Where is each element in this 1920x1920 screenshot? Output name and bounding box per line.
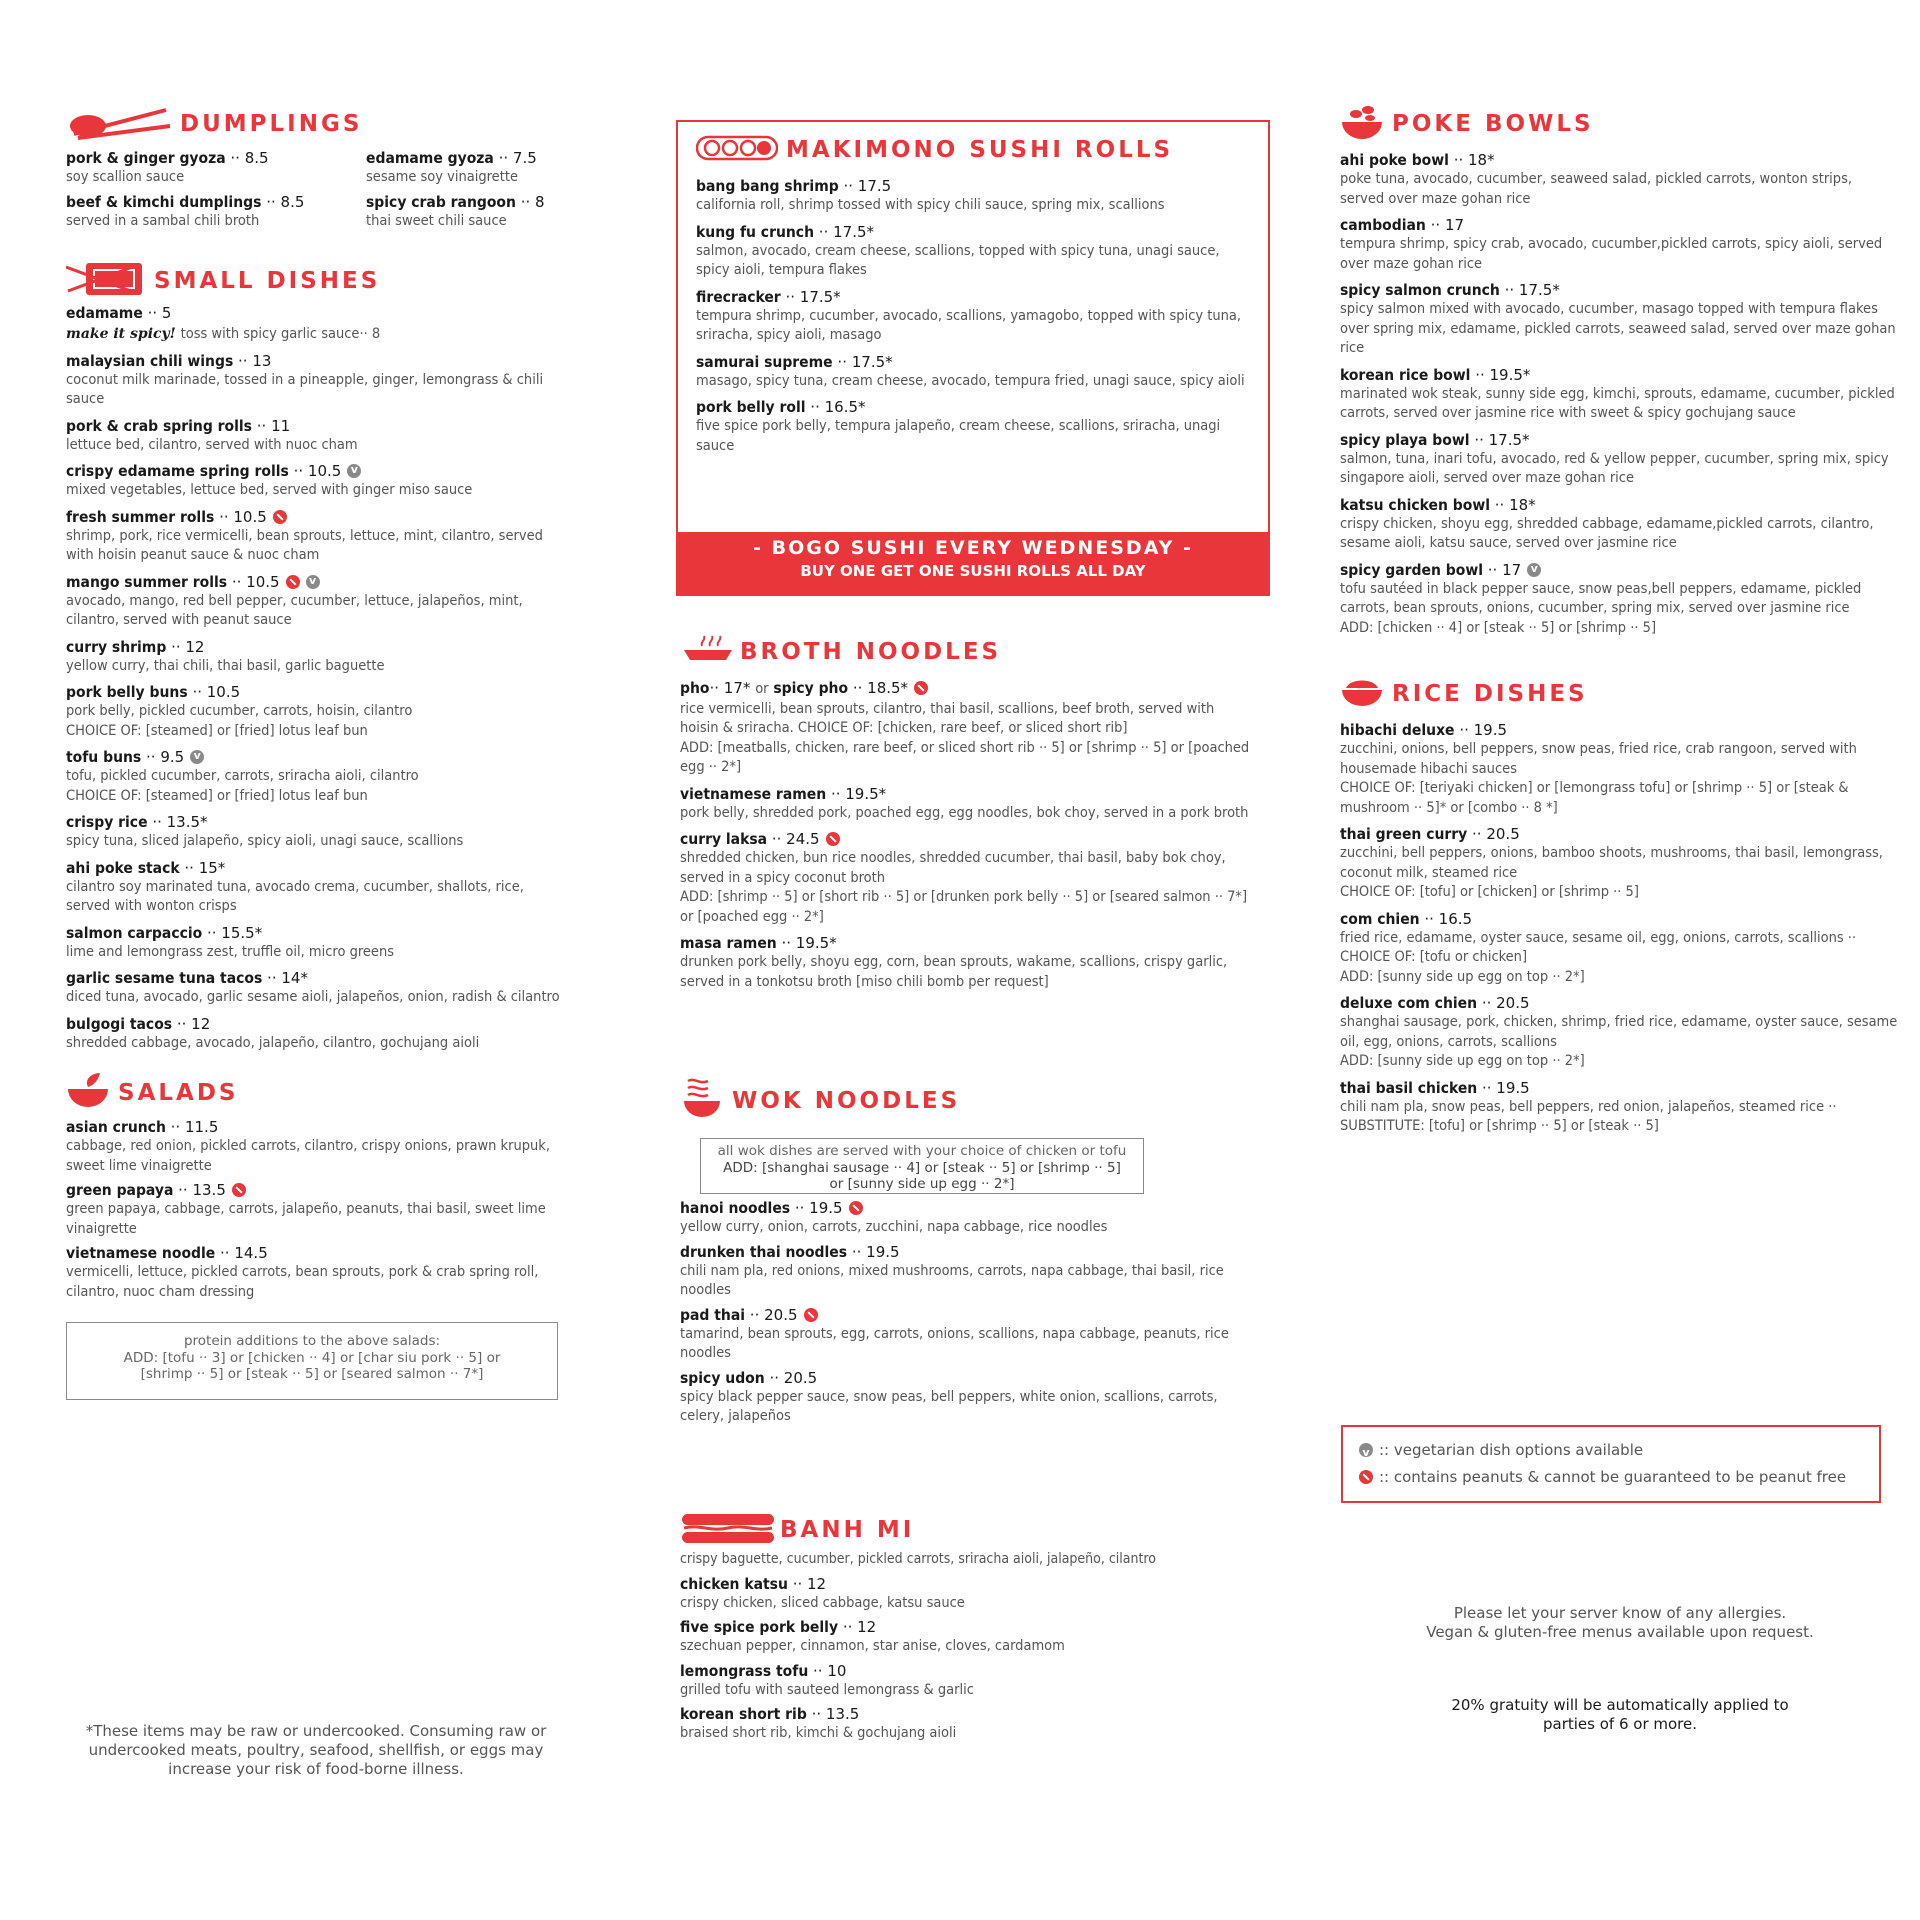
column-right (1340, 104, 1900, 1137)
item-desc: coconut milk marinade, tossed in a pineapple, ginger, lemongrass & chili sauce (66, 371, 544, 407)
gratuity-note (1340, 1696, 1900, 1734)
broth-list (680, 784, 1256, 993)
item-price: ·· 16.5* (810, 398, 866, 416)
item-price: ·· 19.5 (1482, 1078, 1530, 1097)
item-desc: sesame soy vinaigrette (366, 169, 518, 185)
item-name: pho (680, 679, 710, 697)
note-line: [shrimp ·· 5] or [steak ·· 5] or [seared salmon ·· 7*] (140, 1366, 484, 1382)
column-left (66, 104, 566, 1400)
dumplings-col-left (66, 144, 326, 231)
peanut-icon (849, 1201, 863, 1215)
menu-item (1340, 215, 1900, 274)
banh-mi-header (680, 1510, 1256, 1550)
note-line: parties of 6 or more. (1542, 1715, 1697, 1733)
item-price: ·· 19.5 (794, 1199, 843, 1217)
legend-peanut (1359, 1464, 1863, 1491)
note-line: protein additions to the above salads: (183, 1333, 441, 1349)
item-desc: shredded cabbage, avocado, jalapeño, cilantro, gochujang aioli (66, 1034, 480, 1051)
note-line: or [sunny side up egg ·· 2*] (829, 1176, 1015, 1192)
note-line: ADD: [shanghai sausage ·· 4] or [steak ·· 5] or [shrimp ·· 5] (723, 1159, 1121, 1176)
item-name: beef & kimchi dumplings (66, 192, 262, 211)
item-name: chicken katsu (680, 1574, 788, 1593)
broth-section (680, 632, 1256, 992)
item-name: garlic sesame tuna tacos (66, 969, 263, 987)
chopsticks-dumpling-icon (66, 104, 172, 144)
item-price: ·· 5 (147, 304, 172, 322)
poke-bowl-icon (1340, 102, 1384, 146)
item-price: ·· 15.5* (207, 923, 263, 942)
item-desc: salmon, tuna, inari tofu, avocado, red & yellow pepper, cucumber, spring mix, spicy singapore aioli, served over maze gohan rice (1340, 450, 1889, 486)
item-name: ahi poke stack (66, 858, 180, 877)
item-desc: crispy chicken, sliced cabbage, katsu sauce (680, 1594, 965, 1611)
item-name: spicy crab rangoon (366, 192, 516, 211)
item-price: ·· 10.5 (293, 462, 342, 480)
item-price: ·· 17.5* (837, 352, 893, 371)
dumplings-col-right (366, 144, 566, 231)
item-name: ahi poke bowl (1340, 151, 1449, 169)
peanut-icon (232, 1183, 246, 1197)
item-price: ·· 13.5 (811, 1705, 860, 1723)
section-title-rice: RICE DISHES (1392, 681, 1588, 707)
item-desc: spicy tuna, sliced jalapeño, spicy aioli, unagi sauce, scallions (66, 833, 464, 849)
item-price: ·· 10.5 (192, 683, 241, 701)
item-desc: soy scallion sauce (66, 169, 185, 185)
item-name: drunken thai noodles (680, 1242, 848, 1261)
peanut-icon (286, 575, 300, 589)
item-name: deluxe com chien (1340, 994, 1478, 1012)
menu-item (66, 682, 566, 741)
item-name: katsu chicken bowl (1340, 495, 1490, 514)
menu-item (1340, 280, 1900, 359)
item-desc: masago, spicy tuna, cream cheese, avocado, tempura fried, unagi sauce, spicy aioli (696, 372, 1245, 389)
legend-box (1341, 1425, 1881, 1503)
item-desc: salmon, avocado, cream cheese, scallions, topped with spicy tuna, unagi sauce, spicy aioli, tempura flakes (696, 242, 1220, 278)
note-line: Vegan & gluten-free menus available upon request. (1426, 1623, 1814, 1641)
spicy-text: toss with spicy garlic sauce·· 8 (180, 326, 381, 342)
sushi-list (696, 176, 1256, 456)
item-name: korean rice bowl (1340, 365, 1471, 384)
item-desc: cabbage, red onion, pickled carrots, cilantro, crispy onions, prawn krupuk, sweet lime vinaigrette (66, 1138, 550, 1174)
item-price: ·· 17.5 (843, 177, 892, 195)
menu-item (680, 1617, 1256, 1657)
section-title-poke: POKE BOWLS (1392, 111, 1594, 137)
item-price: ·· 10.5 (219, 507, 267, 526)
menu-item (680, 1242, 1256, 1301)
item-desc: shanghai sausage, pork, chicken, shrimp, fried rice, edamame, oyster sauce, sesame oil, egg, onions, carrots, scallions ADD: [sunny side up egg on top ·· 2*] (1340, 1014, 1898, 1069)
item-desc: poke tuna, avocado, cucumber, seaweed salad, pickled carrots, wonton strips, served over maze gohan rice (1340, 171, 1853, 207)
item-desc: crispy chicken, shoyu egg, shredded cabbage, edamame,pickled carrots, cilantro, sesame aioli, katsu sauce, served over jasmine rice (1340, 515, 1874, 551)
note-line: 20% gratuity will be automatically applied to (1451, 1696, 1789, 1714)
item-price: ·· 8 (520, 192, 545, 211)
menu-item (66, 148, 326, 188)
item-price: ·· 12 (792, 1574, 827, 1593)
item-name: pork belly buns (66, 683, 188, 701)
item-desc: rice vermicelli, bean sprouts, cilantro, thai basil, scallions, beef broth, served with hoisin & sriracha. CHOICE OF: [chicken, rare beef, or sliced short rib] (680, 700, 1215, 736)
menu-item (680, 829, 1256, 927)
peanut-icon (273, 510, 287, 524)
note-line: ADD: [tofu ·· 3] or [chicken ·· 4] or [char siu pork ·· 5] or (123, 1349, 501, 1366)
item-price: ·· 10.5 (231, 572, 280, 591)
item-desc: marinated wok steak, sunny side egg, kimchi, sprouts, edamame, cucumber, pickled carrots, served over jasmine rice with sweet & spicy gochujang sauce (1340, 385, 1895, 421)
section-title-broth: BROTH NOODLES (740, 639, 1002, 665)
item-desc: lime and lemongrass zest, truffle oil, micro greens (66, 943, 395, 960)
item-desc: five spice pork belly, tempura jalapeño, cream cheese, scallions, sriracha, unagi sauce (696, 418, 1221, 454)
vegetarian-icon (1359, 1443, 1373, 1457)
item-desc: california roll, shrimp tossed with spicy chili sauce, spring mix, scallions (696, 197, 1165, 213)
raw-food-warning: *These items may be raw or undercooked. Consuming raw or undercooked meats, poultry, seafood, shellfish, or eggs may increase your risk of food-borne illness. (85, 1722, 547, 1778)
menu-item (366, 148, 566, 188)
menu-item (66, 747, 566, 806)
menu-item (1340, 1078, 1900, 1137)
menu-item (66, 1117, 566, 1176)
menu-item (680, 933, 1256, 992)
sushi-header (696, 130, 1256, 170)
item-desc: chili nam pla, snow peas, bell peppers, red onion, jalapeños, steamed rice ·· SUBSTITUTE: [tofu] or [shrimp ·· 5] or [steak ·· 5] (1340, 1098, 1837, 1134)
item-price: ·· 11.5 (170, 1118, 219, 1136)
item-desc: diced tuna, avocado, garlic sesame aioli, jalapeños, onion, radish & cilantro (66, 989, 560, 1005)
item-name: samurai supreme (696, 352, 833, 371)
menu-item (366, 192, 566, 232)
menu-item (680, 1368, 1256, 1427)
bogo-subtitle: BUY ONE GET ONE SUSHI ROLLS ALL DAY (800, 562, 1146, 580)
item-desc: grilled tofu with sauteed lemongrass & garlic (680, 1681, 974, 1698)
item-desc: tempura shrimp, cucumber, avocado, scallions, yamagobo, topped with spicy tuna, sriracha, spicy aioli, masago (696, 307, 1242, 343)
item-name: vietnamese noodle (66, 1244, 216, 1262)
item-desc: drunken pork belly, shoyu egg, corn, bean sprouts, wakame, scallions, crispy garlic, served in a tonkotsu broth [miso chili bomb per request] (680, 954, 1228, 990)
item-desc: yellow curry, onion, carrots, zucchini, napa cabbage, rice noodles (680, 1219, 1108, 1235)
item-name: lemongrass tofu (680, 1661, 809, 1680)
item-desc: served in a sambal chili broth (66, 212, 260, 229)
menu-item (1340, 720, 1900, 818)
peanut-icon (826, 832, 840, 846)
item-desc: tofu sautéed in black pepper sauce, snow peas,bell peppers, edamame, pickled carrots, bean sprouts, onions, cucumber, spring mix, served over jasmine rice ADD: [chicken ·· 4] or [steak ·· 5] or [shrimp ·· 5] (1340, 580, 1862, 636)
wok-list (680, 1198, 1256, 1427)
vegetarian-icon (1527, 563, 1541, 577)
item-desc: pork belly, shredded pork, poached egg, egg noodles, bok choy, served in a pork broth (680, 804, 1249, 821)
wok-noodles-icon (680, 1077, 724, 1125)
menu-item (680, 1305, 1256, 1364)
item-desc: thai sweet chili sauce (366, 212, 507, 229)
menu-item (1340, 560, 1900, 639)
item-desc: avocado, mango, red bell pepper, cucumber, lettuce, jalapeños, mint, cilantro, served with peanut sauce (66, 592, 523, 628)
item-desc: zucchini, onions, bell peppers, snow peas, fried rice, crab rangoon, served with housemade hibachi sauces CHOICE OF: [teriyaki chicken] or [lemongrass tofu] or [shrimp ·· 5] or [steak & mushroom ·· 5]* or [combo ·· 8 *] (1340, 741, 1857, 816)
small-dishes-list (66, 351, 566, 1054)
item-desc: fried rice, edamame, oyster sauce, sesame oil, egg, onions, carrots, scallions ·· CHOICE OF: [tofu or chicken] ADD: [sunny side up egg on top ·· 2*] (1340, 929, 1857, 985)
menu-item (680, 784, 1256, 824)
menu-item (1340, 909, 1900, 988)
note-line: all wok dishes are served with your choice of chicken or tofu (717, 1143, 1127, 1159)
sushi-rolls-icon (696, 133, 778, 167)
item-price: ·· 7.5 (498, 149, 537, 167)
item-name: five spice pork belly (680, 1618, 839, 1636)
baguette-icon (680, 1511, 776, 1549)
section-title-salads: SALADS (118, 1080, 239, 1106)
plate-chopsticks-icon (66, 259, 146, 303)
item-price: ·· 12 (171, 637, 205, 656)
rice-bowl-icon (1340, 674, 1384, 714)
item-name: com chien (1340, 909, 1420, 928)
item-price: ·· 17.5* (1504, 281, 1560, 299)
item-name: pork belly roll (696, 398, 806, 416)
item-price: ·· 13 (238, 351, 272, 370)
menu-item (66, 1014, 566, 1054)
menu-item-edamame (66, 303, 566, 345)
item-desc: lettuce bed, cilantro, served with nuoc cham (66, 436, 358, 453)
item-price: ·· 20.5 (769, 1368, 818, 1387)
item-name: cambodian (1340, 216, 1426, 234)
small-dishes-header (66, 261, 566, 301)
item-name: firecracker (696, 287, 781, 306)
menu-item (66, 923, 566, 963)
item-name: hibachi deluxe (1340, 721, 1455, 739)
menu-item (1340, 993, 1900, 1072)
menu-item (680, 1661, 1256, 1701)
section-title-banh-mi: BANH MI (780, 1517, 915, 1543)
dumplings-header (66, 104, 566, 144)
allergy-note (1340, 1604, 1900, 1642)
menu-item (1340, 430, 1900, 489)
item-name: hanoi noodles (680, 1199, 791, 1217)
item-price: ·· 15* (184, 858, 226, 877)
item-name: pad thai (680, 1305, 746, 1324)
item-price: ·· 13.5* (152, 813, 208, 831)
item-price: ·· 17 (1430, 216, 1465, 234)
poke-list (1340, 150, 1900, 638)
item-desc: yellow curry, thai chili, thai basil, garlic baguette (66, 657, 385, 674)
legend-veg-text: :: vegetarian dish options available (1379, 1441, 1644, 1459)
item-price: ·· 20.5 (749, 1305, 798, 1324)
menu-item (1340, 150, 1900, 209)
menu-item (66, 1243, 566, 1302)
item-name: bulgogi tacos (66, 1014, 173, 1033)
item-price: ·· 12 (176, 1014, 211, 1033)
steaming-bowl-icon (680, 634, 738, 670)
menu-item (66, 572, 566, 631)
section-title-small-dishes: SMALL DISHES (154, 268, 381, 294)
menu-item (66, 351, 566, 410)
item-add: ADD: [meatballs, chicken, rare beef, or sliced short rib ·· 5] or [shrimp ·· 5] or [poached egg ·· 2*] (680, 739, 1250, 775)
menu-item (66, 461, 566, 501)
banh-mi-subtitle: crispy baguette, cucumber, pickled carrots, sriracha aioli, jalapeño, cilantro (680, 1551, 1156, 1567)
menu-item (696, 222, 1256, 281)
item-price: ·· 18* (1494, 495, 1536, 514)
item-name: asian crunch (66, 1118, 166, 1136)
item-name: thai green curry (1340, 825, 1468, 843)
dumplings-list (66, 144, 566, 231)
item-desc: green papaya, cabbage, carrots, jalapeño, peanuts, thai basil, sweet lime vinaigrette (66, 1201, 546, 1237)
item-desc: tempura shrimp, spicy crab, avocado, cucumber,pickled carrots, spicy aioli, served over maze gohan rice (1340, 236, 1883, 272)
item-price: ·· 14.5 (220, 1244, 268, 1262)
broth-header (680, 632, 1256, 672)
item-name: spicy salmon crunch (1340, 281, 1500, 299)
item-or: or (755, 681, 769, 697)
peanut-icon (804, 1308, 818, 1322)
item-price: ·· 20.5 (1481, 994, 1530, 1012)
item-price: ·· 17.5* (785, 287, 841, 306)
item-price: ·· 18* (1453, 151, 1495, 169)
item-desc: mixed vegetables, lettuce bed, served with ginger miso sauce (66, 482, 473, 498)
rice-header (1340, 674, 1900, 714)
rice-list (1340, 720, 1900, 1137)
item-price: ·· 14* (267, 969, 308, 987)
menu-item (66, 968, 566, 1008)
menu-item-pho (680, 678, 1256, 778)
item-price: ·· 20.5 (1472, 825, 1520, 843)
item-desc: zucchini, bell peppers, onions, bamboo shoots, mushrooms, thai basil, lemongrass, coconut milk, steamed rice CHOICE OF: [tofu] or [chicken] or [shrimp ·· 5] (1340, 845, 1883, 900)
item-name: thai basil chicken (1340, 1078, 1478, 1097)
item-price: ·· 19.5* (781, 934, 837, 952)
item-price: ·· 8.5 (230, 149, 269, 167)
menu-item (680, 1574, 1256, 1614)
menu-item (1340, 824, 1900, 903)
menu-item (696, 176, 1256, 216)
item-price: ·· 8.5 (266, 192, 305, 211)
item-name: pork & crab spring rolls (66, 416, 252, 435)
item-name: korean short rib (680, 1705, 807, 1723)
poke-header (1340, 104, 1900, 144)
item-name: crispy edamame spring rolls (66, 462, 289, 480)
item-name: mango summer rolls (66, 572, 228, 591)
wok-section (680, 1078, 1256, 1427)
item-name: spicy pho (773, 679, 849, 697)
bogo-title: - BOGO SUSHI EVERY WEDNESDAY - (753, 537, 1193, 559)
section-title-wok: WOK NOODLES (732, 1088, 961, 1114)
item-price: ·· 17.5* (818, 222, 874, 241)
item-name: kung fu crunch (696, 222, 815, 241)
item-name: spicy udon (680, 1368, 765, 1387)
peanut-icon (1359, 1470, 1373, 1484)
salads-list (66, 1117, 566, 1302)
item-name: fresh summer rolls (66, 507, 215, 526)
item-price: ·· 13.5 (178, 1181, 226, 1199)
menu-item (1340, 365, 1900, 424)
peanut-icon (914, 681, 928, 695)
menu-item (696, 352, 1256, 392)
sushi-section (696, 130, 1256, 456)
item-desc: braised short rib, kimchi & gochujang aioli (680, 1725, 957, 1741)
salads-header (66, 1073, 566, 1113)
section-title-dumplings: DUMPLINGS (180, 111, 363, 137)
menu-item (1340, 495, 1900, 554)
item-name: tofu buns (66, 748, 142, 766)
item-price: ·· 12 (842, 1618, 877, 1636)
item-price: ·· 24.5 (771, 830, 820, 848)
item-price: ·· 9.5 (146, 748, 185, 766)
item-price: ·· 19.5 (1459, 721, 1508, 739)
item-name: vietnamese ramen (680, 784, 827, 803)
item-name: crispy rice (66, 813, 148, 831)
section-title-sushi: MAKIMONO SUSHI ROLLS (786, 137, 1174, 163)
legend-peanut-text: :: contains peanuts & cannot be guaranteed to be peanut free (1379, 1468, 1847, 1486)
item-desc: shredded chicken, bun rice noodles, shredded cucumber, thai basil, baby bok choy, served in a spicy coconut broth ADD: [shrimp ·· 5] or [short rib ·· 5] or [drunken pork belly ·· 5] or [seared salmon ·· 7*] or [poached egg ·· 2*] (680, 850, 1248, 925)
item-desc: tofu, pickled cucumber, carrots, sriracha aioli, cilantro CHOICE OF: [steamed] or [fried] lotus leaf bun (66, 768, 419, 804)
wok-header (680, 1078, 1256, 1124)
item-name: masa ramen (680, 934, 777, 952)
item-desc: tamarind, bean sprouts, egg, carrots, onions, scallions, napa cabbage, peanuts, rice noodles (680, 1325, 1229, 1361)
item-name: bang bang shrimp (696, 177, 839, 195)
menu-item (66, 812, 566, 852)
item-price: ·· 19.5* (1475, 365, 1531, 384)
item-price: ·· 18.5* (852, 679, 909, 697)
item-name: spicy garden bowl (1340, 560, 1483, 579)
item-desc: spicy salmon mixed with avocado, cucumber, masago topped with tempura flakes over spring mix, edamame, pickled carrots, seaweed salad, served over maze gohan rice (1340, 301, 1896, 356)
item-price: ·· 10 (813, 1661, 847, 1680)
item-name: spicy playa bowl (1340, 430, 1470, 449)
banh-mi-list (680, 1574, 1256, 1744)
item-price: ·· 17* (709, 679, 751, 697)
menu-item (696, 397, 1256, 456)
vegetarian-icon (347, 464, 361, 478)
item-price: ·· 11 (256, 416, 291, 435)
item-desc: cilantro soy marinated tuna, avocado crema, cucumber, shallots, rice, served with wonton crisps (66, 878, 524, 914)
item-price: ·· 16.5 (1424, 909, 1473, 928)
item-desc: shrimp, pork, rice vermicelli, bean sprouts, lettuce, mint, cilantro, served with hoisin peanut sauce & nuoc cham (66, 527, 543, 563)
menu-item (680, 1198, 1256, 1238)
item-desc: chili nam pla, red onions, mixed mushrooms, carrots, napa cabbage, thai basil, rice noodles (680, 1262, 1224, 1298)
item-price: ·· 17 (1487, 560, 1522, 579)
menu-item (696, 287, 1256, 346)
vegetarian-icon (190, 750, 204, 764)
item-name: edamame (66, 304, 143, 322)
item-name: malaysian chili wings (66, 351, 234, 370)
item-name: curry laksa (680, 830, 768, 848)
menu-item (66, 637, 566, 677)
note-line: Please let your server know of any allergies. (1453, 1604, 1787, 1622)
banh-mi-section (680, 1510, 1256, 1744)
item-desc: pork belly, pickled cucumber, carrots, hoisin, cilantro CHOICE OF: [steamed] or [fried] lotus leaf bun (66, 703, 413, 739)
menu-item (66, 416, 566, 456)
item-desc: szechuan pepper, cinnamon, star anise, cloves, cardamom (680, 1638, 1065, 1654)
wok-note-box (700, 1138, 1144, 1194)
item-desc: spicy black pepper sauce, snow peas, bell peppers, white onion, scallions, carrots, celery, jalapeños (680, 1388, 1218, 1424)
item-name: curry shrimp (66, 637, 167, 656)
item-desc: vermicelli, lettuce, pickled carrots, bean sprouts, pork & crab spring roll, cilantro, nuoc cham dressing (66, 1264, 539, 1300)
item-price: ·· 19.5 (851, 1242, 900, 1261)
salad-bowl-icon (66, 1071, 110, 1115)
item-name: green papaya (66, 1181, 174, 1199)
item-price: ·· 19.5* (830, 784, 887, 803)
menu-item (66, 192, 326, 232)
item-name: edamame gyoza (366, 149, 494, 167)
bogo-banner (676, 532, 1270, 596)
item-price: ·· 17.5* (1474, 430, 1530, 449)
legend-veg (1359, 1437, 1863, 1464)
item-name: pork & ginger gyoza (66, 149, 226, 167)
vegetarian-icon (306, 575, 320, 589)
menu-item (680, 1704, 1256, 1744)
menu-item (66, 507, 566, 566)
menu-item (66, 858, 566, 917)
spicy-label: make it spicy! (66, 326, 176, 342)
item-name: salmon carpaccio (66, 923, 203, 942)
protein-additions-box (66, 1322, 558, 1400)
menu-item (66, 1180, 566, 1239)
